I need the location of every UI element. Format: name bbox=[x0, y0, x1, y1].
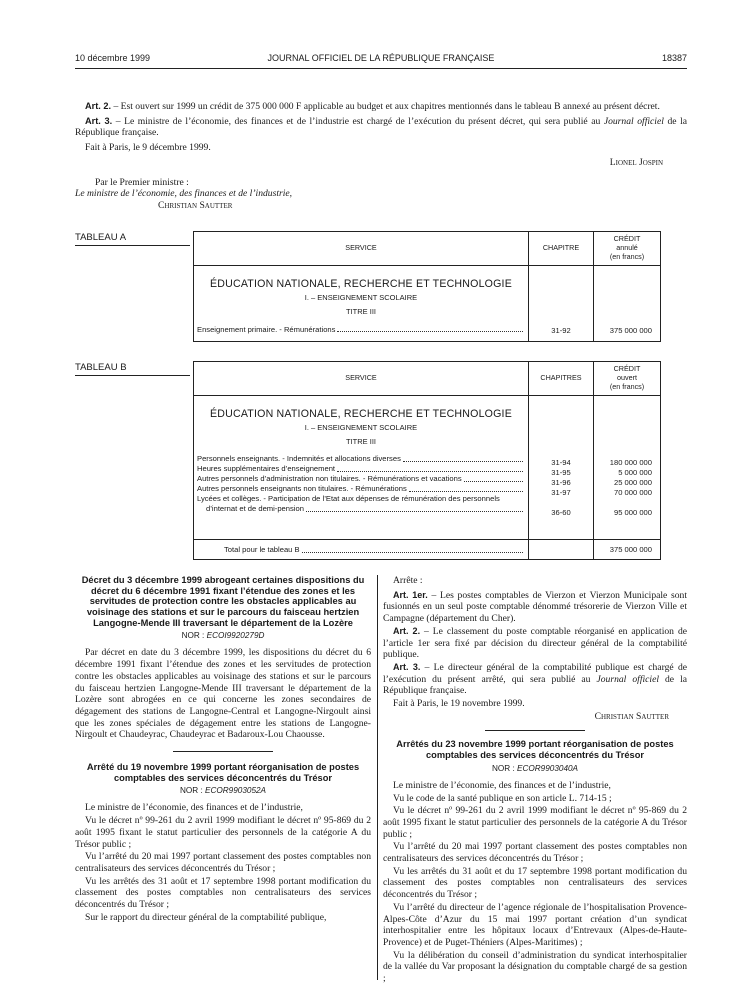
total-row: Total pour le tableau B bbox=[194, 540, 529, 560]
tableau-a-label: TABLEAU A bbox=[75, 232, 190, 246]
article-2: Art. 2. – Est ouvert sur 1999 un crédit de 375 000 000 F applicable au budget et aux chapitres mentionnés dans le tableau B annexé au présent décret. bbox=[85, 101, 660, 112]
paragraph: Sur le rapport du directeur général de la comptabilité publique, bbox=[85, 911, 327, 923]
section-rule bbox=[173, 751, 273, 752]
table-row: Heures supplémentaires d’enseignement bbox=[197, 464, 525, 474]
article-3: Art. 3. – Le ministre de l’économie, des finances et de l’industrie est chargé de l’exécution du présent décret, qui sera publié au Journal officiel de la République française. bbox=[75, 115, 687, 139]
column-divider bbox=[377, 575, 378, 980]
chapitres-cell: 31-94 31-95 31-96 31-97 36-60 bbox=[529, 396, 594, 540]
service-cell bbox=[194, 396, 529, 540]
tableau-b-label: TABLEAU B bbox=[75, 362, 190, 376]
col-header-chapitre: CHAPITRE bbox=[529, 232, 594, 266]
article-3: Art. 3. – Le directeur général de la comptabilité publique est chargé de l’exécution du présent arrêté, qui sera publié au Journal officiel de la République française. bbox=[383, 661, 687, 697]
paragraph: Vu l’arrêté du 20 mai 1997 portant classement des postes comptables non centralisateurs des services déconcentrés du Trésor ; bbox=[383, 841, 687, 865]
header-date: 10 décembre 1999 bbox=[75, 53, 151, 63]
paragraph: Vu les arrêtés du 31 août et du 17 septembre 1998 portant modification du classement des postes comptables non centralisateurs des services déconcentrés du Trésor ; bbox=[383, 865, 687, 901]
minister-name: Christian Sautter bbox=[158, 199, 233, 211]
table-row: Personnels enseignants. - Indemnités et allocations diverses bbox=[197, 454, 525, 464]
arretes-23-title: Arrêtés du 23 novembre 1999 portant réorganisation de postes comptables des services déconcentrés du Trésor bbox=[396, 739, 674, 761]
ministry-title: ÉDUCATION NATIONALE, RECHERCHE ET TECHNOLOGIE bbox=[210, 408, 512, 420]
article-1: Art. 1er. – Les postes comptables de Vierzon et Vierzon Municipale sont fusionnés en un seul poste comptable dénommé trésorerie de Vierzon Ville et Campagne (département du Cher). bbox=[383, 589, 687, 625]
paragraph: Vu l’arrêté du 20 mai 1997 portant classement des postes comptables non centralisateurs des services déconcentrés du Trésor ; bbox=[75, 851, 371, 874]
decret-title: Décret du 3 décembre 1999 abrogeant certaines dispositions du décret du 6 décembre 1991 fixant l’étendue des zones et les servitudes de protection contre les obstacles applicables au voisinage des stations et sur le parcours du faisceau hertzien Langogne-Mende III traversant le département de la Lozère bbox=[81, 575, 365, 628]
arrete-19-title: Arrêté du 19 novembre 1999 portant réorganisation de postes comptables des services déconcentrés du Trésor bbox=[86, 762, 360, 783]
section-title: I. – ENSEIGNEMENT SCOLAIRE bbox=[304, 422, 418, 432]
header-page-number: 18387 bbox=[661, 53, 687, 63]
premier-ministre-line: Par le Premier ministre : bbox=[95, 176, 189, 188]
credit-cell: 180 000 000 5 000 000 25 000 000 70 000 000 95 000 000 bbox=[594, 396, 661, 540]
section-title: I. – ENSEIGNEMENT SCOLAIRE bbox=[304, 292, 418, 302]
arretes-23-nor: NOR : ECOR9903040A bbox=[491, 763, 579, 773]
minister-title: Le ministre de l’économie, des finances et de l’industrie, bbox=[75, 188, 293, 200]
left-column bbox=[75, 575, 371, 924]
arrete-19-nor: NOR : ECOR9903052A bbox=[179, 786, 267, 796]
signer-name: Christian Sautter bbox=[594, 710, 669, 722]
paragraph: Vu le décret nº 99-261 du 2 avril 1999 modifiant le décret nº 95-869 du 2 août 1995 fixant le statut particulier des personnels de la catégorie A du Trésor public ; bbox=[383, 805, 687, 840]
paragraph: Le ministre de l’économie, des finances et de l’industrie, bbox=[85, 802, 303, 814]
paragraph: Le ministre de l’économie, des finances et de l’industrie, bbox=[393, 779, 611, 791]
header-journal-title: JOURNAL OFFICIEL DE LA RÉPUBLIQUE FRANÇAISE bbox=[267, 53, 495, 63]
top-articles bbox=[75, 101, 687, 212]
titre-label: TITRE III bbox=[346, 307, 376, 317]
total-credit: 375 000 000 bbox=[594, 540, 661, 560]
tableau-b bbox=[193, 361, 661, 560]
section-rule bbox=[485, 730, 585, 731]
col-header-service: SERVICE bbox=[194, 362, 529, 396]
page-header bbox=[75, 53, 687, 67]
signer-name: Lionel Jospin bbox=[609, 156, 663, 168]
col-header-credit: CRÉDIT annulé (en francs) bbox=[594, 232, 661, 266]
table-row-cont: d’internat et de demi-pension bbox=[197, 504, 525, 514]
header-rule bbox=[75, 68, 687, 69]
paragraph: Vu les arrêtés des 31 août et 17 septembre 1998 portant modification du classement des postes comptables non centralisateurs des services déconcentrés du Trésor ; bbox=[75, 875, 371, 911]
paragraph: Vu le code de la santé publique en son article L. 714-15 ; bbox=[393, 792, 612, 804]
titre-label: TITRE III bbox=[346, 437, 376, 447]
col-header-credit: CRÉDIT ouvert (en francs) bbox=[594, 362, 661, 396]
tableau-a bbox=[193, 231, 661, 342]
decret-text: Par décret en date du 3 décembre 1999, les dispositions du décret du 6 décembre 1991 fixant l’étendue des zones et les servitudes de protection contre les obstacles applicables au voisinage des stations et sur le parcours du faisceau hertzien Langogne-Mende III traversant le département de la Lozère sont abrogées en ce qui concerne les zones secondaires de dégagement des stations de Langogne-Central et Langogne-Nirgoult ainsi que les zones spéciales de dégagement entre les stations de Langogne-Nirgoult et Chaudeyrac, Chaudeyrac et Badaroux-Lou Chaousse. bbox=[75, 647, 371, 741]
fait-date: Fait à Paris, le 9 décembre 1999. bbox=[85, 142, 211, 154]
ministry-title: ÉDUCATION NATIONALE, RECHERCHE ET TECHNOLOGIE bbox=[210, 278, 512, 290]
col-header-chapitres: CHAPITRES bbox=[529, 362, 594, 396]
arrete-label: Arrête : bbox=[393, 575, 423, 586]
table-row: Autres personnels enseignants non titulaires. - Rémunérations bbox=[197, 484, 525, 494]
table-row: Enseignement primaire. - Rémunérations bbox=[197, 325, 525, 334]
article-2: Art. 2. – Le classement du poste comptable réorganisé en application de l’article 1er sera fixé par décision du directeur général de la comptabilité publique. bbox=[383, 625, 687, 661]
table-row: Lycées et collèges. - Participation de l’Etat aux dépenses de rémunération des personnels bbox=[197, 494, 500, 504]
paragraph: Vu le décret nº 99-261 du 2 avril 1999 modifiant le décret nº 95-869 du 2 août 1995 fixant le statut particulier des personnels de la catégorie A du Trésor public ; bbox=[75, 815, 371, 850]
right-column bbox=[383, 575, 687, 986]
chapitre-cell: 31-92 bbox=[529, 266, 594, 342]
fait-date: Fait à Paris, le 19 novembre 1999. bbox=[393, 698, 525, 710]
paragraph: Vu la délibération du conseil d’administration du syndicat interhospitalier de la vallée du Var proposant la désignation du comptable chargé de sa gestion ; bbox=[383, 949, 687, 985]
credit-cell: 375 000 000 bbox=[594, 266, 661, 342]
table-row: Autres personnels d’administration non titulaires. - Rémunérations et vacations bbox=[197, 474, 525, 484]
decret-nor: NOR : ECOI9920279D bbox=[181, 631, 265, 641]
service-cell bbox=[194, 266, 529, 342]
paragraph: Vu l’arrêté du directeur de l’agence régionale de l’hospitalisation Provence-Alpes-Côte d’Azur du 15 mai 1997 portant création d’un syndicat interhospitalier entre les hôpitaux locaux d’Entrevaux (Alpes-de-Haute-Provence) et de Puget-Théniers (Alpes-Maritimes) ; bbox=[383, 901, 687, 948]
col-header-service: SERVICE bbox=[194, 232, 529, 266]
